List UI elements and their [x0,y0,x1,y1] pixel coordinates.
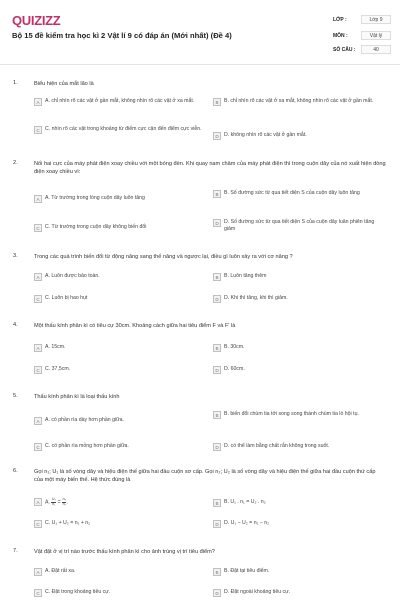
page-header [0,0,400,62]
question-text: Trong các quá trình biến đổi từ động năng sang thế năng và ngược lại, điều gì luôn xảy ra với cơ năng ? [34,254,293,260]
option-prefix: A. [45,499,52,506]
option-letter-box: D [213,219,221,227]
fraction-numerator: n₂ [62,497,66,501]
option-text: A. 15cm. [45,344,66,350]
option-text: B. Đặt tại tiêu điểm. [224,568,270,574]
option-text: C. Từ trường trong cuộn dây không biến đổi [45,224,147,230]
option-text: C. nhìn rõ các vật trong khoảng từ điểm cực cận đến điểm cực viễn. [45,126,202,132]
meta-grade-value: Lớp 9 [361,15,391,24]
option-letter-box: C [34,443,42,451]
option-text: B. biến đổi chùm tia tới song song thành chùm tia ló hội tụ. [224,411,359,417]
option-letter-box: D [213,520,221,528]
option-text: D. 60cm. [224,366,245,372]
option-text: C. Luôn bị hao hụt [45,295,88,301]
option-letter-box: A [34,568,42,576]
document-title: Bộ 15 đề kiểm tra học kì 2 Vật lí 9 có đáp án (Mới nhất) (Đề 4) [12,31,232,40]
option-text: B. 30cm. [224,344,245,350]
option-letter-box: D [213,366,221,374]
question-text: Nối hai cực của máy phát điện xoay chiều với một bóng đèn. Khi quay nam châm của máy phát điện thì trong cuộn dây của nó xuất hiện dòng điện xoay chiều vì: [34,161,386,175]
question-text: Biểu hiện của mắt lão là [34,81,94,87]
question-number: 6. [13,468,18,474]
quizizz-logo: QUIZIZZ [12,13,61,28]
question-text: Một thấu kính phân kì có tiêu cự 30cm. Khoảng cách giữa hai tiêu điểm F và F' là [34,323,236,329]
option-text: A. Đặt rất xa. [45,568,76,574]
option-letter-box: C [34,520,42,528]
fraction-denominator: n₁ [62,501,66,506]
option-letter-box: B [213,568,221,576]
option-text: D. U₁ − U₂ = n₁ − n₂ [224,520,270,526]
option-letter-box: B [213,273,221,281]
fraction-denominator: n₁ [52,501,56,506]
option-text: D. có thể làm bằng chất rắn không trong suốt. [224,443,330,449]
question-number: 5. [13,393,18,399]
option-letter-box: A [34,273,42,281]
option-letter-box: C [34,589,42,597]
option-text: C. 37,5cm. [45,366,71,372]
option-letter-box: B [213,344,221,352]
question-number: 4. [13,322,18,328]
option-text: A. Từ trường trong lòng cuộn dây luôn tăng [45,195,145,201]
option-letter-box: B [213,98,221,106]
option-text: B. Số đường sức từ qua tiết diện S của cuộn dây luôn tăng [224,190,360,196]
meta-count-label: SỐ CÂU : [333,47,356,53]
option-letter-box: C [34,224,42,232]
option-letter-box: C [34,126,42,134]
option-letter-box: B [213,499,221,507]
option-letter-box: C [34,295,42,303]
question-number: 3. [13,253,18,259]
question-number: 2. [13,160,18,166]
option-text: D. không nhìn rõ các vật ở gần mắt. [224,132,307,138]
meta-subject-value: Vật lý [361,31,391,40]
option-letter-box: C [34,366,42,374]
option-text: C. Đặt trong khoảng tiêu cự. [45,589,111,595]
option-text: B. Luôn tăng thêm [224,273,267,279]
option-letter-box: A [34,195,42,203]
question-number: 1. [13,80,18,86]
question-number: 7. [13,548,18,554]
option-text: A. có phần rìa dày hơn phần giữa. [45,417,124,423]
option-letter-box: B [213,411,221,419]
option-text: D. Đặt ngoài khoảng tiêu cự. [224,589,291,595]
option-suffix: . [66,499,68,506]
question-text: Vật đặt ở vị trí nào trước thấu kính phân kì cho ảnh trùng vị trí tiêu điểm? [34,549,215,555]
meta-subject-label: MÔN : [333,33,348,39]
meta-count-value: 40 [361,45,391,54]
option-letter-box: D [213,443,221,451]
option-text: B. U₁ . n₁ = U₂ . n₂ [224,499,266,505]
question-text: Thấu kính phân kì là loại thấu kính [34,394,120,400]
option-text: C. có phần rìa mỏng hơn phần giữa. [45,443,129,449]
option-letter-box: D [213,132,221,140]
equals-sign: = [56,499,63,506]
option-text [45,498,203,506]
option-letter-box: D [213,295,221,303]
option-letter-box: A [34,98,42,106]
meta-grade-label: LỚP : [333,17,347,23]
option-text: A. chỉ nhìn rõ các vật ở gần mắt, không nhìn rõ các vật ở xa mắt. [45,98,195,104]
option-text: A. Luôn được bảo toàn. [45,273,100,279]
option-text: D. Số đường sức từ qua tiết diện S của cuộn dây luân phiên tăng giảm [224,219,375,232]
question-text: Gọi n₁; U₁ là số vòng dây và hiệu điện thế giữa hai đầu cuộn sơ cấp. Gọi n₂; U₂ là số vòng dây và hiệu điện thế giữa hai đầu cuộn thứ cấp của một máy biến thế. Hệ thức đúng là [34,469,376,483]
option-letter-box: A [34,344,42,352]
fraction-numerator: U₁ [51,497,56,501]
option-text: D. Khi thì tăng, khi thì giảm. [224,295,288,301]
option-letter-box: D [213,589,221,597]
option-letter-box: A [34,498,42,506]
option-letter-box: A [34,417,42,425]
option-letter-box: B [213,190,221,198]
option-text: B. chỉ nhìn rõ các vật ở xa mắt, không nhìn rõ các vật ở gần mắt. [224,98,374,104]
header-divider [0,64,400,65]
option-text: C. U₁ + U₂ = n₁ + n₂ [45,520,91,526]
